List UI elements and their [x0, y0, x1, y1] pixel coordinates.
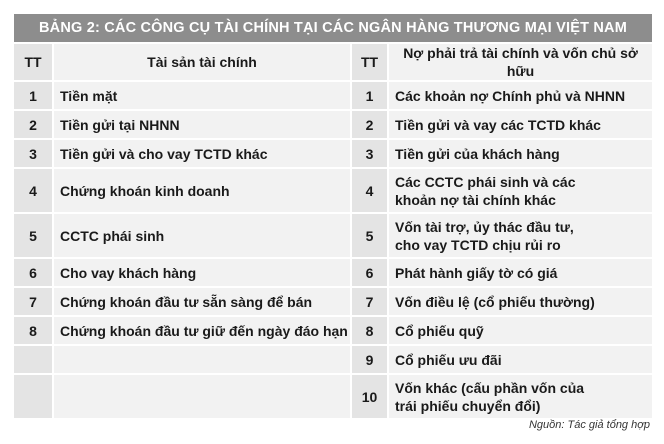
liability-name — [387, 375, 652, 418]
liability-number: 8 — [350, 317, 387, 346]
liability-number: 7 — [350, 288, 387, 317]
table-row — [14, 317, 652, 346]
liability-number: 9 — [350, 346, 387, 375]
asset-name: Cho vay khách hàng — [52, 259, 350, 288]
asset-number: 1 — [14, 82, 52, 111]
table-row — [14, 259, 652, 288]
asset-number: 5 — [14, 214, 52, 259]
table-row — [14, 140, 652, 169]
liability-name — [387, 111, 652, 140]
liability-line-1: Các CCTC phái sinh và các — [395, 173, 576, 190]
asset-number: 8 — [14, 317, 52, 346]
asset-name — [52, 375, 350, 418]
table-row — [14, 375, 652, 418]
header-liabilities: Nợ phải trả tài chính và vốn chủ sở hữu — [387, 44, 652, 82]
liability-line-1: Các khoản nợ Chính phủ và NHNN — [395, 87, 626, 104]
table-title: BẢNG 2: CÁC CÔNG CỤ TÀI CHÍNH TẠI CÁC NGÂN HÀNG THƯƠNG MẠI VIỆT NAM — [14, 14, 652, 42]
table-row — [14, 214, 652, 259]
liability-name — [387, 288, 652, 317]
liability-name — [387, 346, 652, 375]
asset-number: 2 — [14, 111, 52, 140]
liability-line-1: Tiền gửi của khách hàng — [395, 145, 560, 162]
source-note: Nguồn: Tác giả tổng hợp — [528, 419, 650, 431]
header-tt-liabilities: TT — [350, 44, 387, 82]
liability-name — [387, 169, 652, 214]
liability-line-1: Vốn điều lệ (cổ phiếu thường) — [395, 293, 595, 310]
header-assets: Tài sản tài chính — [52, 44, 350, 82]
liability-number: 6 — [350, 259, 387, 288]
asset-name: Tiền gửi và cho vay TCTD khác — [52, 140, 350, 169]
asset-number — [14, 375, 52, 418]
liability-name — [387, 214, 652, 259]
liability-name — [387, 82, 652, 111]
liability-line-1: Phát hành giấy tờ có giá — [395, 264, 558, 281]
liability-line-1: Vốn khác (cấu phần vốn của — [395, 379, 585, 396]
table-row — [14, 169, 652, 214]
liability-line-2: khoản nợ tài chính khác — [395, 191, 556, 208]
asset-name — [52, 346, 350, 375]
asset-number: 7 — [14, 288, 52, 317]
liability-number: 1 — [350, 82, 387, 111]
header-tt-assets: TT — [14, 44, 52, 82]
liability-number: 2 — [350, 111, 387, 140]
asset-number: 3 — [14, 140, 52, 169]
table-row — [14, 346, 652, 375]
liability-line-1: Tiền gửi và vay các TCTD khác — [395, 116, 601, 133]
liability-line-2: cho vay TCTD chịu rủi ro — [395, 236, 561, 253]
liability-number: 10 — [350, 375, 387, 418]
liability-name — [387, 140, 652, 169]
table-row — [14, 111, 652, 140]
asset-name: Chứng khoán đầu tư giữ đến ngày đáo hạn — [52, 317, 350, 346]
liability-name — [387, 317, 652, 346]
liability-line-2: trái phiếu chuyển đổi) — [395, 397, 541, 414]
financial-instruments-table — [14, 44, 652, 418]
asset-number — [14, 346, 52, 375]
liability-number: 3 — [350, 140, 387, 169]
liability-line-1: Cổ phiếu ưu đãi — [395, 351, 502, 368]
asset-name: Chứng khoán kinh doanh — [52, 169, 350, 214]
liability-line-1: Vốn tài trợ, ủy thác đầu tư, — [395, 218, 574, 235]
liability-name — [387, 259, 652, 288]
table-header-row — [14, 44, 652, 82]
table-row — [14, 288, 652, 317]
asset-number: 6 — [14, 259, 52, 288]
table-row — [14, 82, 652, 111]
liability-number: 4 — [350, 169, 387, 214]
liability-number: 5 — [350, 214, 387, 259]
asset-name: CCTC phái sinh — [52, 214, 350, 259]
asset-name: Tiền gửi tại NHNN — [52, 111, 350, 140]
asset-number: 4 — [14, 169, 52, 214]
asset-name: Tiền mặt — [52, 82, 350, 111]
asset-name: Chứng khoán đầu tư sẵn sàng để bán — [52, 288, 350, 317]
liability-line-1: Cổ phiếu quỹ — [395, 322, 484, 339]
